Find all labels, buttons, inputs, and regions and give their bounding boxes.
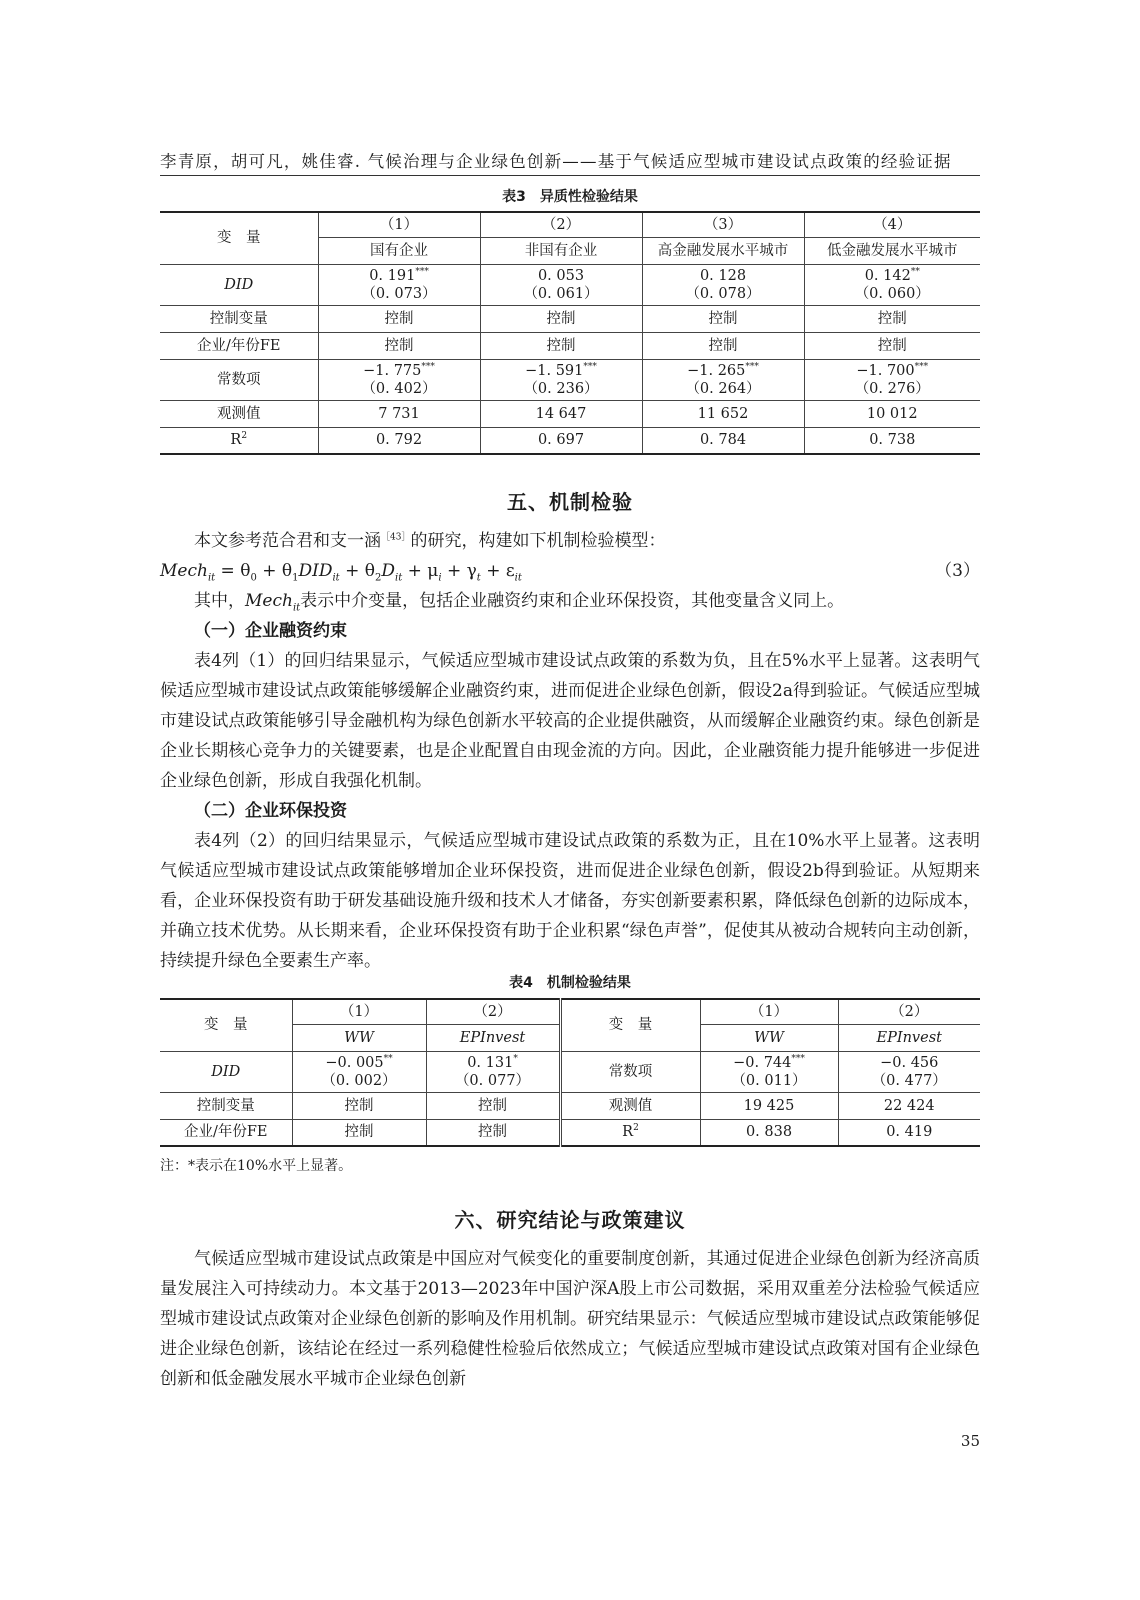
table3-col-name: 高金融发展水平城市: [642, 237, 804, 264]
table3-cell: 0. 784: [642, 427, 804, 454]
table4-row-label: [560, 1119, 700, 1146]
table3-cell: 控制: [804, 332, 980, 359]
equation-number: （3）: [935, 561, 980, 581]
table4-col-num: （1）: [292, 999, 426, 1024]
table3-cell: [480, 359, 642, 400]
table3-row-label: DID: [160, 264, 318, 305]
coef: 0. 191: [369, 267, 416, 284]
table4-cell: 控制: [426, 1119, 560, 1146]
table4: [160, 998, 980, 1147]
section5-title: 五、机制检验: [507, 490, 633, 514]
table3-cell: 10 012: [804, 400, 980, 427]
table3-cell: [642, 359, 804, 400]
se: （0. 402）: [361, 380, 437, 397]
table3-cell: 控制: [642, 305, 804, 332]
subsection1-title: （一）企业融资约束: [194, 621, 347, 641]
coef: −1. 775: [363, 362, 422, 379]
coef: −0. 456: [880, 1054, 939, 1071]
subsection2-title: （二）企业环保投资: [194, 801, 347, 821]
table4-cell: 0. 419: [838, 1119, 980, 1146]
stars: **: [383, 1053, 393, 1064]
table4-row-did-const: [160, 1051, 980, 1092]
se: （0. 077）: [454, 1072, 531, 1089]
table3-cell: 14 647: [480, 400, 642, 427]
coef: −1. 700: [856, 362, 915, 379]
coef: 0. 142: [864, 267, 911, 284]
section5-explain: 其中，Mech$_{it}$表示中介变量，包括企业融资约束和企业环保投资，其他变量含义同上。: [194, 591, 845, 614]
table3-row-fe: [160, 332, 980, 359]
table3-row-did: [160, 264, 980, 305]
table3-cell: 11 652: [642, 400, 804, 427]
table4-row-label: 企业/年份FE: [160, 1119, 292, 1146]
table3-col-num: （2）: [480, 212, 642, 237]
table4-var-header: 变 量: [160, 999, 292, 1051]
table3-cell: 0. 792: [318, 427, 480, 454]
running-head: 李青原，胡可凡，姚佳睿. 气候治理与企业绿色创新——基于气候适应型城市建设试点政策的经验证据: [160, 148, 980, 176]
table3-cell: 控制: [480, 332, 642, 359]
table3-row-label: 企业/年份FE: [160, 332, 318, 359]
table3-cell: [480, 264, 642, 305]
table3-cell: [318, 359, 480, 400]
section6-text: 气候适应型城市建设试点政策是中国应对气候变化的重要制度创新，其通过促进企业绿色创新为经济高质量发展注入可持续动力。本文基于2013—2023年中国沪深A股上市公司数据，采用双重差分法检验气候适应型城市建设试点政策对企业绿色创新的影响及作用机制。研究结果显示：气候适应型城市建设试点政策能够促进企业绿色创新，该结论在经过一系列稳健性检验后依然成立；气候适应型城市建设试点政策对国有企业绿色创新和低金融发展水平城市企业绿色创新: [160, 1249, 980, 1389]
table3-cell: 7 731: [318, 400, 480, 427]
table3-cell: 0. 738: [804, 427, 980, 454]
table4-cell: 22 424: [838, 1092, 980, 1119]
se: （0. 061）: [523, 285, 599, 302]
table4-col-name: EPInvest: [426, 1024, 560, 1051]
table4-cell: [700, 1051, 838, 1092]
se: （0. 060）: [854, 285, 930, 302]
table3-cell: [804, 359, 980, 400]
table4-note: 注：*表示在10%水平上显著。: [160, 1158, 353, 1174]
table3-col-name: 低金融发展水平城市: [804, 237, 980, 264]
se: （0. 078）: [685, 285, 761, 302]
explain-text: 其中，: [194, 591, 245, 611]
table3-cell: [804, 264, 980, 305]
citation-ref: ［43］: [381, 532, 411, 543]
table3-row-label: 控制变量: [160, 305, 318, 332]
stars: ***: [583, 361, 597, 372]
stars: ***: [421, 361, 435, 372]
coef: 0. 053: [537, 267, 585, 284]
table3-caption: 表3 异质性检验结果: [502, 189, 638, 205]
table3-cell: [642, 264, 804, 305]
coef: −1. 591: [525, 362, 584, 379]
table3-col-num: （3）: [642, 212, 804, 237]
stars: ***: [914, 361, 929, 372]
table3-cell: 控制: [480, 305, 642, 332]
table4-cell: 控制: [292, 1092, 426, 1119]
explain-text: 表示中介变量，包括企业融资约束和企业环保投资，其他变量含义同上。: [300, 591, 845, 611]
equation-3: Mech$_{it}$ = $\theta_0 + \theta_1DID_{it} + \theta_2D_{it} + \mu_i + \gamma_t + \varepsilon_{it}$ （3）: [160, 556, 980, 593]
r2-sup: 2: [241, 431, 248, 442]
r2-label: R: [230, 432, 242, 449]
table4-col-name: WW: [292, 1024, 426, 1051]
section5-intro: [160, 526, 980, 556]
table3-cell: 控制: [804, 305, 980, 332]
se: （0. 276）: [854, 380, 930, 397]
table3-row-r2: [160, 427, 980, 454]
table3-cell: [318, 264, 480, 305]
table4-row-controls-obs: [160, 1092, 980, 1119]
table3-cell: 0. 697: [480, 427, 642, 454]
table4-col-num: （1）: [700, 999, 838, 1024]
table4-cell: [838, 1051, 980, 1092]
table4-header-row1: [160, 999, 980, 1024]
table4-row-label: 控制变量: [160, 1092, 292, 1119]
table3-col-num: （1）: [318, 212, 480, 237]
se: （0. 002）: [321, 1072, 397, 1089]
coef: 0. 128: [699, 267, 747, 284]
subsection2-text: 表4列（2）的回归结果显示，气候适应型城市建设试点政策的系数为正，且在10%水平上显著。这表明气候适应型城市建设试点政策能够增加企业环保投资，进而促进企业绿色创新，假设2b得到验证。从短期来看，企业环保投资有助于研发基础设施升级和技术人才储备，夯实创新要素积累，降低绿色创新的边际成本，并确立技术优势。从长期来看，企业环保投资有助于企业积累“绿色声誉”，促使其从被动合规转向主动创新，持续提升绿色全要素生产率。: [160, 831, 980, 971]
table4-cell: 0. 838: [700, 1119, 838, 1146]
table4-cell: [292, 1051, 426, 1092]
intro-text: 本文参考范合君和支一涵: [194, 531, 381, 551]
table4-col-num: （2）: [426, 999, 560, 1024]
table4-col-num: （2）: [838, 999, 980, 1024]
stars: ***: [745, 361, 759, 372]
se: （0. 477）: [871, 1072, 947, 1089]
page-number: 35: [960, 1432, 980, 1450]
stars: ***: [415, 266, 429, 277]
table3-header-row1: [160, 212, 980, 237]
se: （0. 236）: [523, 380, 599, 397]
table4-cell: [426, 1051, 560, 1092]
table3-row-const: [160, 359, 980, 400]
table3-row-obs: [160, 400, 980, 427]
table3-cell: 控制: [642, 332, 804, 359]
section6-title: 六、研究结论与政策建议: [454, 1208, 686, 1232]
intro-text: 的研究，构建如下机制检验模型：: [410, 531, 666, 551]
table4-cell: 19 425: [700, 1092, 838, 1119]
coef: −0. 744: [733, 1054, 792, 1071]
table4-var-header: 变 量: [560, 999, 700, 1051]
table4-row-fe-r2: [160, 1119, 980, 1146]
se: （0. 011）: [731, 1072, 807, 1089]
table3-row-label: [160, 427, 318, 454]
subsection1-text: 表4列（1）的回归结果显示，气候适应型城市建设试点政策的系数为负，且在5%水平上显著。这表明气候适应型城市建设试点政策能够缓解企业融资约束，进而促进企业绿色创新，假设2a得到验证。气候适应型城市建设试点政策能够引导金融机构为绿色创新水平较高的企业提供融资，从而缓解企业融资约束。绿色创新是企业长期核心竞争力的关键要素，也是企业配置自由现金流的方向。因此，企业融资能力提升能够进一步促进企业绿色创新，形成自我强化机制。: [160, 651, 980, 791]
table3-col-name: 非国有企业: [480, 237, 642, 264]
stars: **: [910, 266, 920, 277]
coef: −1. 265: [687, 362, 746, 379]
table4-col-name: EPInvest: [838, 1024, 980, 1051]
table4-cell: 控制: [426, 1092, 560, 1119]
table3-col-num: （4）: [804, 212, 980, 237]
r2-label: R: [622, 1124, 634, 1141]
table3-cell: 控制: [318, 305, 480, 332]
table4-row-label: DID: [160, 1051, 292, 1092]
table3-col-name: 国有企业: [318, 237, 480, 264]
table3-row-controls: [160, 305, 980, 332]
table3: [160, 211, 980, 455]
table3-var-header: 变 量: [160, 212, 318, 264]
table4-cell: 控制: [292, 1119, 426, 1146]
table3-cell: 控制: [318, 332, 480, 359]
se: （0. 264）: [685, 380, 761, 397]
se: （0. 073）: [361, 285, 437, 302]
r2-sup: 2: [633, 1123, 639, 1134]
table3-row-label: 常数项: [160, 359, 318, 400]
coef: −0. 005: [325, 1054, 384, 1071]
table4-row-label: 常数项: [560, 1051, 700, 1092]
table4-row-label: 观测值: [560, 1092, 700, 1119]
stars: ***: [791, 1053, 805, 1064]
table4-caption: 表4 机制检验结果: [509, 975, 631, 991]
stars: *: [513, 1053, 518, 1064]
table4-col-name: WW: [700, 1024, 838, 1051]
table3-row-label: 观测值: [160, 400, 318, 427]
coef: 0. 131: [467, 1054, 514, 1071]
